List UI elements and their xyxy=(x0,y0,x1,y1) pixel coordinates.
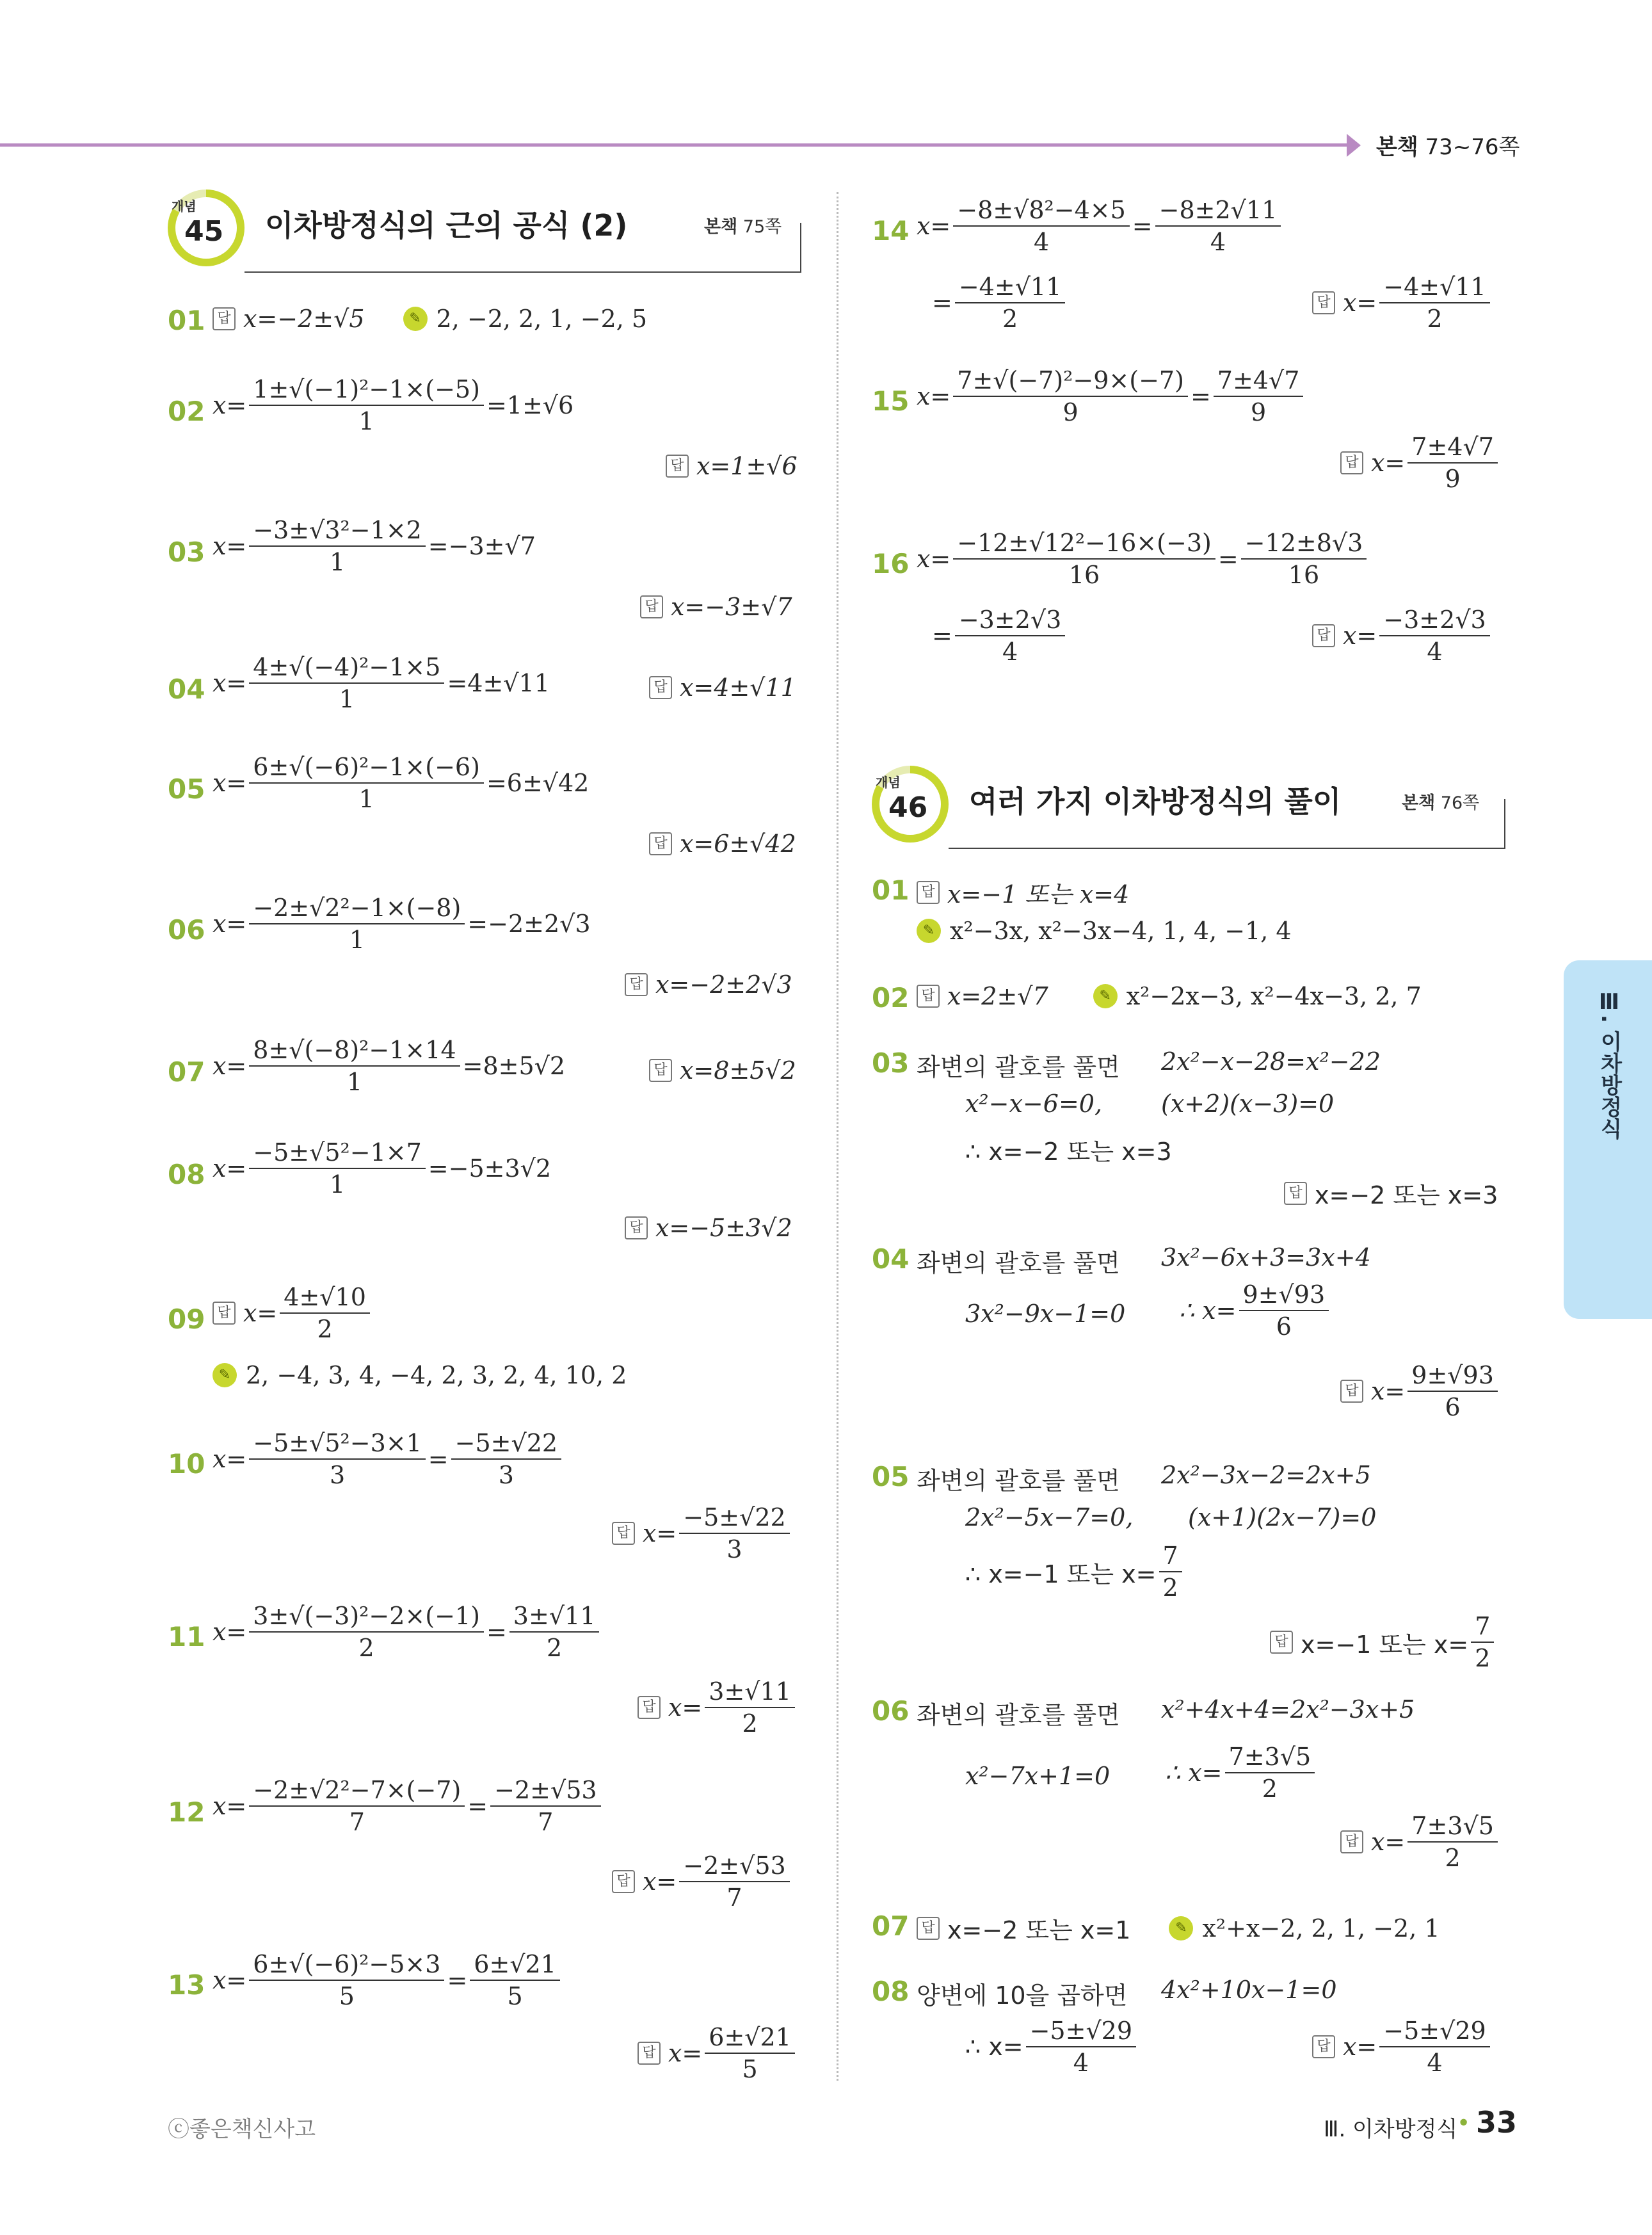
answer-icon: 답 xyxy=(917,985,940,1008)
concept-title: 이차방정식의 근의 공식 (2) xyxy=(265,208,628,243)
pencil-icon: ✎ xyxy=(1093,984,1118,1008)
answer-icon: 답 xyxy=(917,881,940,904)
answer-icon: 답 xyxy=(1312,2035,1335,2058)
header-arrow-icon xyxy=(1347,134,1361,157)
answer-icon: 답 xyxy=(625,1216,648,1239)
answer-icon: 답 xyxy=(917,1917,940,1940)
answer-icon: 답 xyxy=(640,595,663,618)
footer-chapter: Ⅲ. 이차방정식 xyxy=(1324,2117,1458,2142)
answer-icon: 답 xyxy=(1312,291,1335,314)
pencil-icon: ✎ xyxy=(1169,1916,1193,1940)
page-reference: 본책 73~76쪽 xyxy=(1376,134,1520,160)
footer-separator: • xyxy=(1457,2110,1471,2136)
pencil-icon: ✎ xyxy=(213,1363,237,1387)
answer-icon: 답 xyxy=(649,676,672,699)
answer-icon: 답 xyxy=(649,1059,672,1082)
header-rule xyxy=(0,143,1351,147)
concept-title: 여러 가지 이차방정식의 풀이 xyxy=(969,784,1342,819)
concept-badge: 개념 45 xyxy=(168,190,245,266)
pencil-icon: ✎ xyxy=(403,307,428,331)
answer-icon: 답 xyxy=(1312,624,1335,647)
pencil-icon: ✎ xyxy=(917,919,941,943)
answer-icon: 답 xyxy=(1340,1830,1363,1853)
answer-icon: 답 xyxy=(638,2042,661,2065)
answer-icon: 답 xyxy=(625,973,648,996)
answer-icon: 답 xyxy=(1340,451,1363,474)
answer-icon: 답 xyxy=(666,455,689,478)
concept-45-header xyxy=(168,190,803,273)
concept-page-ref: 본책 75쪽 xyxy=(704,217,782,237)
answer-icon: 답 xyxy=(638,1696,661,1719)
answer-icon: 답 xyxy=(649,832,672,855)
answer-icon: 답 xyxy=(612,1522,635,1545)
publisher-mark: ⓒ좋은책신사고 xyxy=(168,2117,316,2142)
answer-icon: 답 xyxy=(213,307,236,330)
answer-icon: 답 xyxy=(1284,1182,1307,1205)
answer-icon: 답 xyxy=(1340,1380,1363,1403)
answer-icon: 답 xyxy=(1270,1631,1293,1654)
column-divider xyxy=(837,192,838,2081)
page-number: 33 xyxy=(1476,2105,1518,2140)
answer-icon: 답 xyxy=(612,1870,635,1893)
concept-page-ref: 본책 76쪽 xyxy=(1402,793,1480,813)
answer-icon: 답 xyxy=(213,1302,236,1325)
concept-badge: 개념 46 xyxy=(872,766,949,843)
chapter-side-tab-label: Ⅲ. 이차방정식 xyxy=(1596,989,1622,1140)
concept-46-header xyxy=(872,766,1507,849)
